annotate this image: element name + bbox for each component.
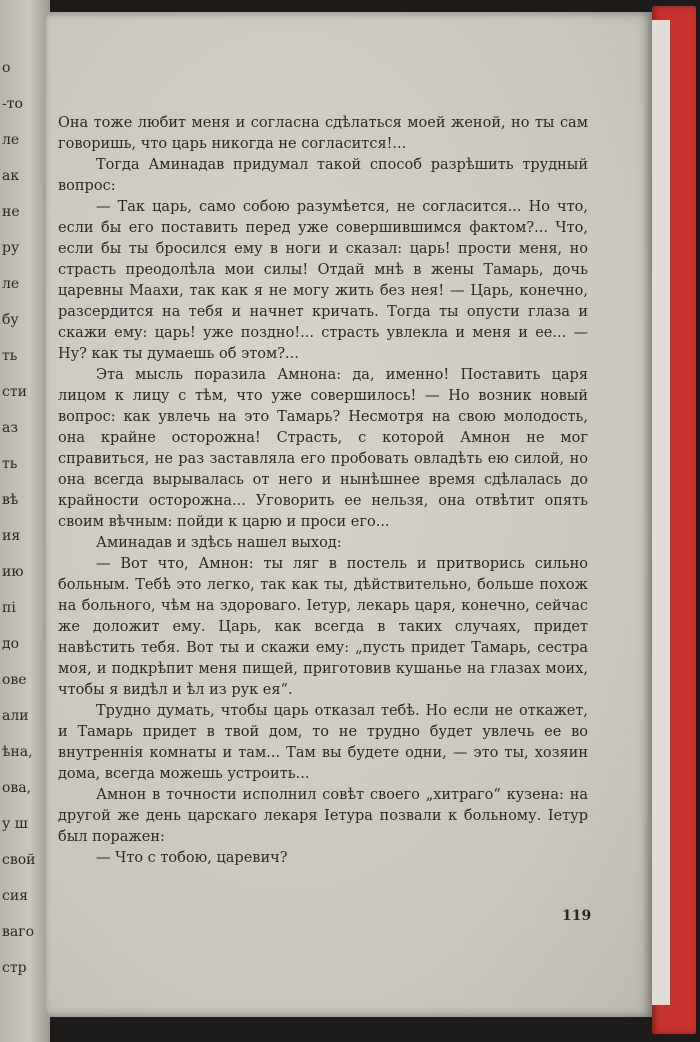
paragraph: Трудно думать, чтобы царь отказал тебѣ. Но если не откажет, и Тамарь придет в твой дом, то не трудно будет увлечь ее во внутреннія комнаты и там... Там вы будете одни, — это ты, хозяин дома, всегда можешь устроить... bbox=[58, 703, 588, 782]
left-page-text-fragment: ть bbox=[2, 456, 18, 472]
left-page-text-fragment: ия bbox=[2, 528, 21, 544]
left-page-text-fragment: ова, bbox=[2, 780, 32, 796]
paragraph: Она тоже любит меня и согласна сдѣлаться моей женой, но ты сам говоришь, что царь никогда не согласится!... bbox=[58, 115, 588, 152]
left-page-text-fragment: о bbox=[2, 60, 11, 76]
paragraph: Амнон в точности исполнил совѣт своего „хитраго“ кузена: на другой же день царскаго лекаря Іетура позвали к больному. Іетур был поражен: bbox=[58, 787, 588, 845]
book-page bbox=[46, 12, 652, 1017]
left-page-text-fragment: сти bbox=[2, 384, 27, 400]
left-page-text-fragment: ле bbox=[2, 276, 20, 292]
left-page-text-fragment: вѣ bbox=[2, 492, 19, 508]
left-page-text-fragment: сия bbox=[2, 888, 29, 904]
paragraph: Тогда Аминадав придумал такой способ разрѣшить трудный вопрос: bbox=[58, 157, 588, 194]
left-page-text-fragment: у ш bbox=[2, 816, 28, 832]
left-page-text-fragment: ру bbox=[2, 240, 20, 256]
paragraph: — Что с тобою, царевич? bbox=[96, 850, 288, 866]
left-page-fragment bbox=[0, 0, 50, 1042]
left-page-text-fragment: пі bbox=[2, 600, 16, 616]
paragraph: — Вот что, Амнон: ты ляг в постель и притворись сильно больным. Тебѣ это легко, так как ты, дѣйствительно, больше похож на больного, чѣм на здороваго. Іетур, лекарь царя, конечно, сейчас же доложит ему. Царь, как всегда в таких случаях, придет навѣстить тебя. Вот ты и скажи ему: „пусть придет Тамарь, сестра моя, и подкрѣпит меня пищей, приготовив кушанье на глазах моих, чтобы я видѣл и ѣл из рук ея“. bbox=[58, 556, 588, 698]
left-page-text-fragment: до bbox=[2, 636, 20, 652]
left-page-text-fragment: ѣна, bbox=[2, 744, 33, 760]
paragraph: — Так царь, само собою разумѣется, не согласится... Но что, если бы его поставить перед уже совершившимся фактом?... Что, если бы ты бросился ему в ноги и сказал: царь! прости меня, но страсть преодолѣла мои силы! Отдай мнѣ в жены Тамарь, дочь царевны Маахи, так как я не могу жить без нея! — Царь, конечно, разсердится на тебя и начнет кричать. Тогда ты опусти глаза и скажи ему: царь! уже поздно!... страсть увлекла и меня и ее... — Ну? как ты думаешь об этом?... bbox=[58, 199, 588, 362]
left-page-text-fragment: стр bbox=[2, 960, 27, 976]
page-text bbox=[58, 113, 588, 869]
left-page-text-fragment: бу bbox=[2, 312, 19, 328]
left-page-text-fragment: не bbox=[2, 204, 20, 220]
left-page-text-fragment: али bbox=[2, 708, 29, 724]
left-page-text-fragment: аз bbox=[2, 420, 18, 436]
left-page-text-fragment: ть bbox=[2, 348, 18, 364]
paragraph: Аминадав и здѣсь нашел выход: bbox=[96, 535, 342, 551]
left-page-text-fragment: ле bbox=[2, 132, 20, 148]
left-page-text-fragment: ию bbox=[2, 564, 24, 580]
left-page-text-fragment: свой bbox=[2, 852, 36, 868]
page-number: 119 bbox=[562, 908, 592, 924]
left-page-text-fragment: -то bbox=[2, 96, 23, 112]
left-page-text-fragment: ваго bbox=[2, 924, 34, 940]
paragraph: Эта мысль поразила Амнона: да, именно! Поставить царя лицом к лицу с тѣм, что уже совершилось! — Но возник новый вопрос: как увлечь на это Тамарь? Несмотря на свою молодость, она крайне осторожна! Страсть, с которой Амнон не мог справиться, не раз заставляла его пробовать овладѣть ею силой, но она всегда вырывалась от него и нынѣшнее время сдѣлалась до крайности осторожна... Уговорить ее нельзя, она отвѣтит опять своим вѣчным: пойди к царю и проси его... bbox=[58, 367, 588, 530]
left-page-text-fragment: ак bbox=[2, 168, 20, 184]
left-page-text-fragment: ове bbox=[2, 672, 27, 688]
